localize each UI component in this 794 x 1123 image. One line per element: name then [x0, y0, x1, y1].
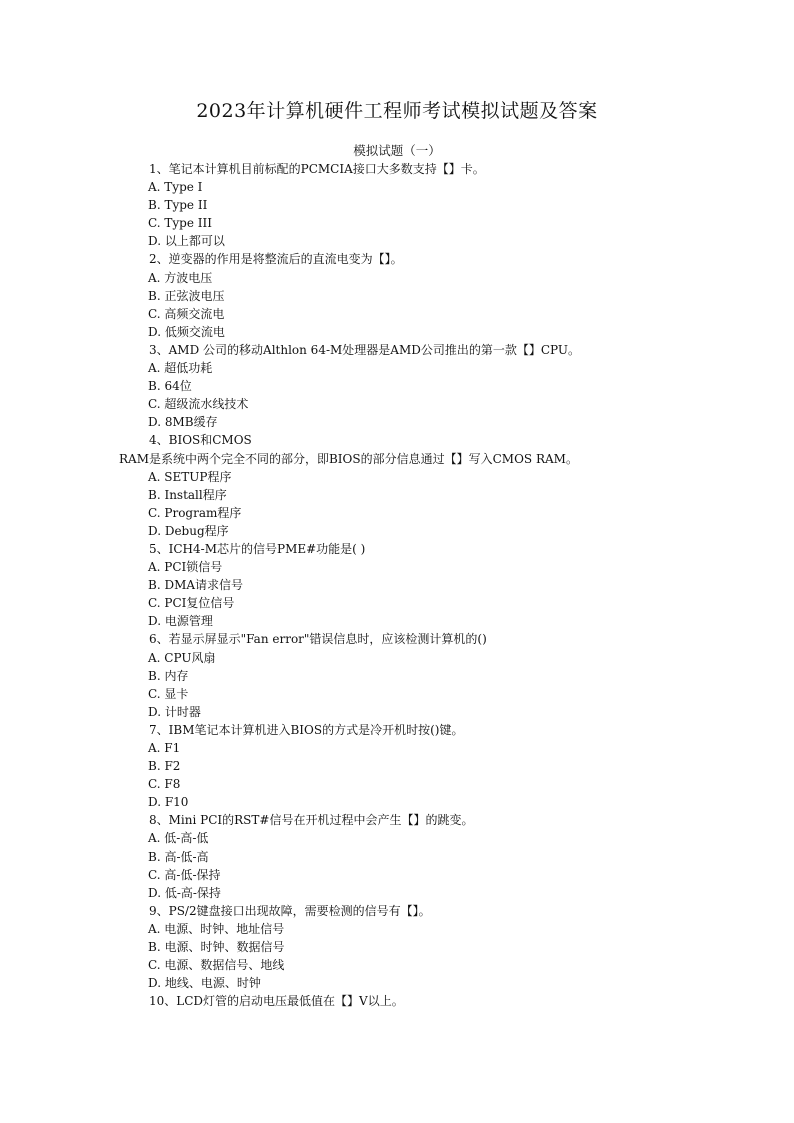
answer-option: C. F8 — [148, 777, 181, 792]
answer-option: C. 高频交流电 — [148, 306, 225, 321]
answer-option: A. 超低功耗 — [148, 361, 213, 376]
question-stem: 3、AMD 公司的移动Althlon 64-M处理器是AMD公司推出的第一款【】CPU。 — [149, 342, 581, 357]
question-stem: 7、IBM笔记本计算机进入BIOS的方式是冷开机时按()键。 — [149, 722, 464, 737]
answer-option: A. PCI锁信号 — [148, 560, 223, 575]
question-stem: 10、LCD灯管的启动电压最低值在【】V以上。 — [149, 994, 404, 1009]
question-stem: 1、笔记本计算机目前标配的PCMCIA接口大多数支持【】卡。 — [149, 162, 485, 176]
answer-option: B. 高-低-高 — [148, 849, 209, 864]
answer-option: D. Debug程序 — [148, 523, 229, 538]
answer-option: A. 电源、时钟、地址信号 — [148, 921, 285, 936]
question-stem: 9、PS/2键盘接口出现故障，需要检测的信号有【】。 — [149, 903, 431, 918]
question-stem: 8、Mini PCI的RST#信号在开机过程中会产生【】的跳变。 — [149, 813, 474, 828]
answer-option: C. Type III — [148, 216, 212, 231]
answer-option: B. 64位 — [148, 379, 192, 394]
answer-option: B. F2 — [148, 759, 181, 774]
question-stem: 5、ICH4-M芯片的信号PME#功能是( ) — [149, 541, 366, 556]
answer-option: B. 内存 — [148, 668, 189, 683]
answer-option: C. 高-低-保持 — [148, 867, 221, 882]
answer-option: D. 计时器 — [148, 704, 201, 719]
answer-option: A. 低-高-低 — [148, 831, 209, 846]
answer-option: D. 电源管理 — [148, 614, 213, 629]
question-stem-continuation: RAM是系统中两个完全不同的部分，即BIOS的部分信息通过【】写入CMOS RAM。 — [119, 451, 578, 466]
answer-option: D. 以上都可以 — [148, 234, 225, 249]
document-title: 2023年计算机硬件工程师考试模拟试题及答案 — [196, 100, 598, 122]
answer-option: A. F1 — [148, 741, 181, 755]
answer-option: B. 正弦波电压 — [148, 288, 225, 303]
answer-option: A. SETUP程序 — [148, 469, 232, 484]
answer-option: A. CPU风扇 — [148, 650, 216, 665]
question-stem: 4、BIOS和CMOS — [149, 433, 252, 448]
answer-option: D. 低-高-保持 — [148, 885, 221, 900]
answer-option: A. Type I — [148, 180, 203, 195]
answer-option: D. F10 — [148, 795, 189, 810]
answer-option: A. 方波电压 — [148, 270, 213, 285]
answer-option: B. DMA请求信号 — [148, 578, 244, 593]
answer-option: C. Program程序 — [148, 505, 242, 520]
answer-option: C. PCI复位信号 — [148, 596, 235, 611]
answer-option: B. 电源、时钟、数据信号 — [148, 940, 285, 955]
answer-option: C. 显卡 — [148, 686, 189, 701]
question-list — [0, 160, 794, 1010]
answer-option: D. 地线、电源、时钟 — [148, 976, 261, 991]
answer-option: D. 低频交流电 — [148, 324, 225, 339]
answer-option: C. 电源、数据信号、地线 — [148, 958, 285, 973]
answer-option: C. 超级流水线技术 — [148, 397, 249, 412]
question-stem: 2、逆变器的作用是将整流后的直流电变为【】。 — [149, 252, 403, 267]
answer-option: B. Install程序 — [148, 487, 227, 502]
question-stem: 6、若显示屏显示"Fan error"错误信息时，应该检测计算机的() — [149, 632, 487, 647]
answer-option: B. Type II — [148, 198, 208, 213]
section-title: 模拟试题（一） — [353, 143, 441, 158]
answer-option: D. 8MB缓存 — [148, 415, 218, 430]
